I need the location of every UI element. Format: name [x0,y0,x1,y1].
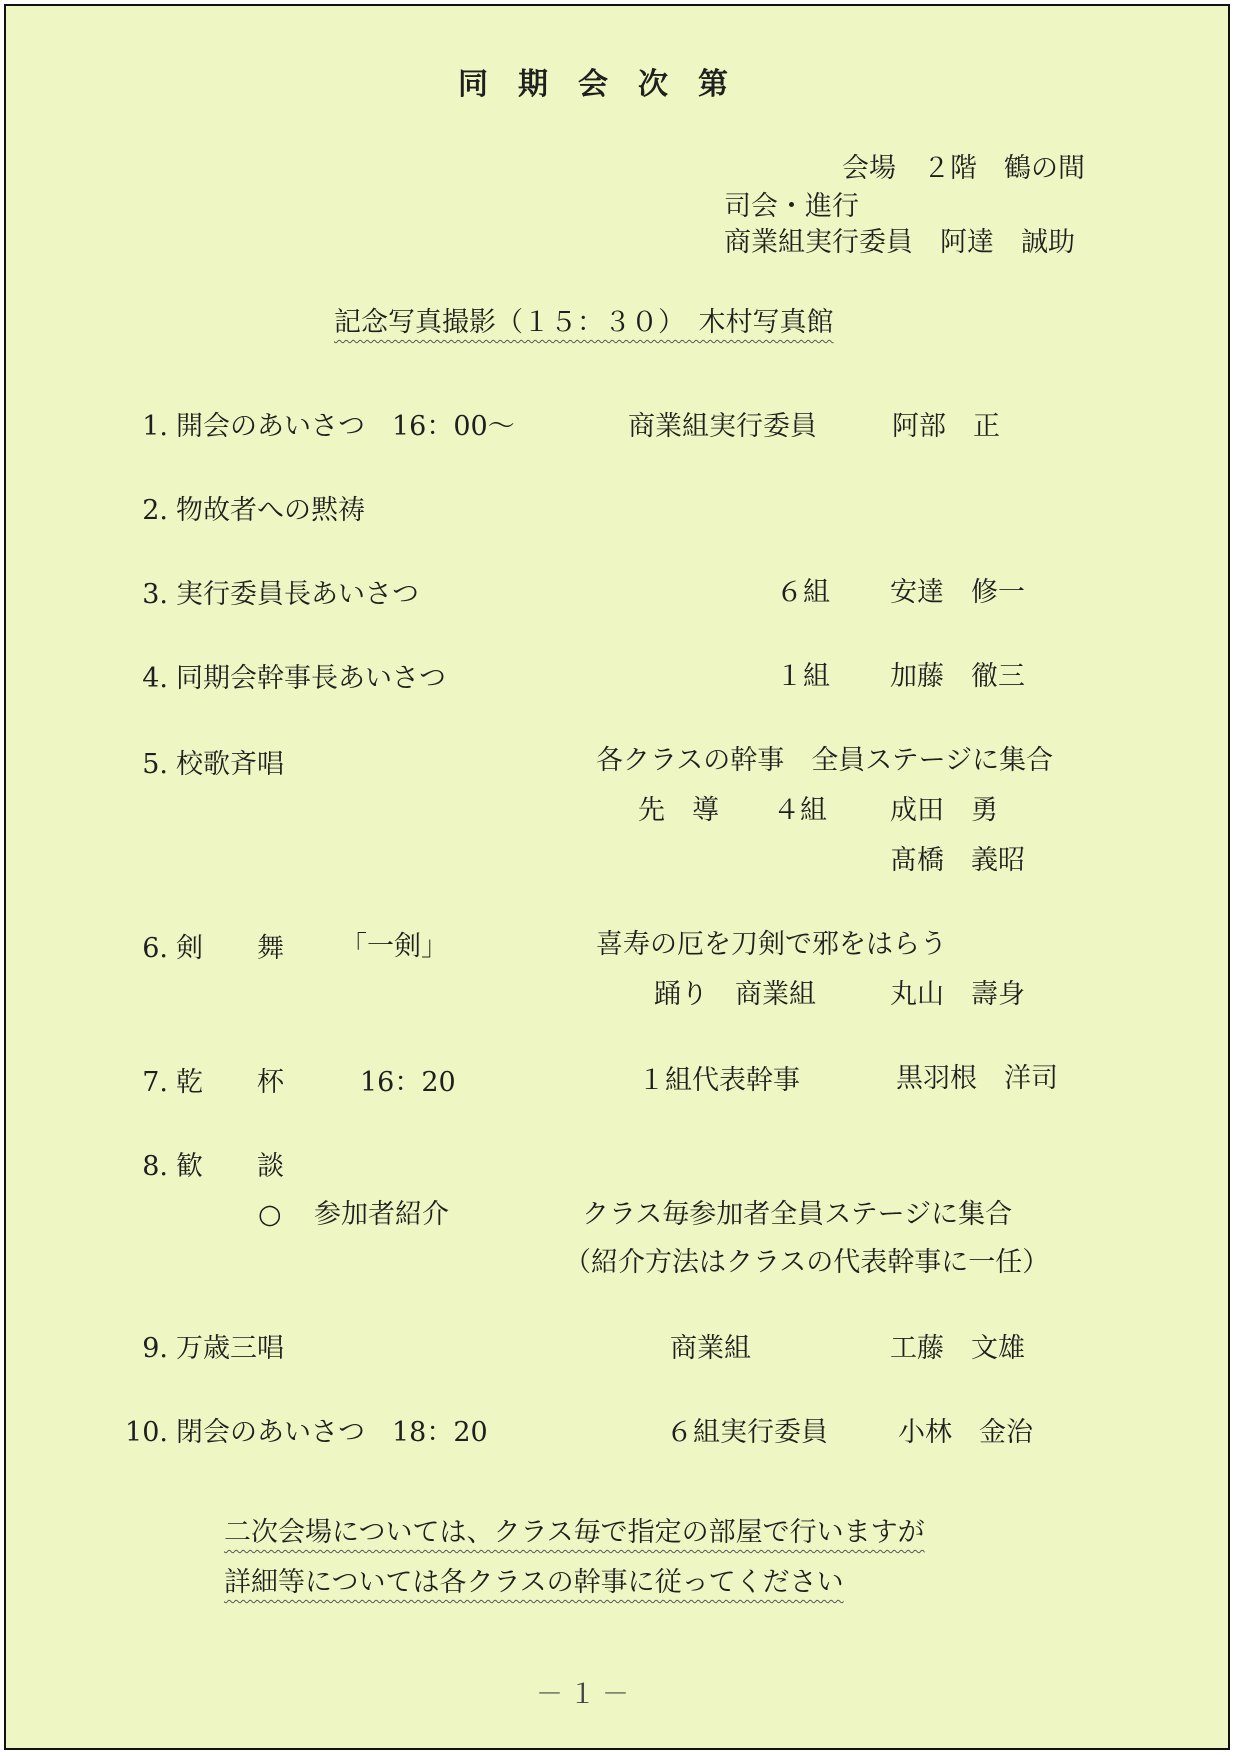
photo-session-line: 記念写真撮影（１５：３０） 木村写真館 [334,307,834,338]
program-item-3 [124,578,419,612]
program-item-10 [108,1416,488,1450]
item-number: 3. [142,579,168,610]
item-title: 万歳三唱 [176,1333,284,1364]
footer-note-line-2: 詳細等については各クラスの幹事に従ってください [224,1567,844,1598]
item-title: 剣 舞 [176,933,284,964]
program-item-6 [124,932,284,966]
item-10-role: ６組実行委員 [666,1417,828,1448]
item-7-name: 黒羽根 洋司 [896,1063,1058,1094]
item-title: 同期会幹事長あいさつ [176,663,446,694]
item-number: 2. [142,495,168,526]
item-number: 1. [142,411,168,442]
item-5-detail: 各クラスの幹事 全員ステージに集合 [596,745,1054,776]
item-3-name: 安達 修一 [890,577,1025,608]
item-1-name: 阿部 正 [892,411,1000,442]
item-8-sub-item: 参加者紹介 [314,1199,449,1230]
item-5-name-2: 髙橋 義昭 [890,845,1025,876]
program-sheet [4,4,1230,1750]
item-10-name: 小林 金治 [898,1417,1033,1448]
item-4-name: 加藤 徹三 [890,661,1025,692]
item-title: 物故者への黙祷 [176,495,365,526]
item-number: 4. [142,663,168,694]
item-number: 8. [142,1151,168,1182]
item-7-time: 16：20 [360,1067,456,1098]
venue-text: 会場 ２階 鶴の間 [842,153,1085,184]
item-title: 実行委員長あいさつ [176,579,419,610]
program-item-4 [124,662,446,696]
item-title: 乾 杯 [176,1067,284,1098]
item-number: 6. [142,933,168,964]
program-item-5 [124,748,284,782]
item-9-name: 工藤 文雄 [890,1333,1025,1364]
item-5-name-1: 成田 勇 [890,795,998,826]
item-6-name: 丸山 壽身 [890,979,1025,1010]
item-title: 歓 談 [176,1151,284,1182]
program-item-7 [124,1066,284,1100]
program-item-9 [124,1332,284,1366]
mc-person: 商業組実行委員 阿達 誠助 [724,227,1075,258]
item-4-role: １組 [776,661,830,692]
item-3-role: ６組 [776,577,830,608]
item-title: 校歌斉唱 [176,749,284,780]
item-6-detail: 喜寿の厄を刀剣で邪をはらう [596,929,947,960]
program-item-2 [124,494,365,528]
page-title: 同期会次第 [458,67,758,102]
item-5-sub-role: 先 導 ４組 [638,795,827,826]
circle-mark: ○ [258,1199,282,1230]
program-item-1 [124,410,515,444]
item-number: 10. [125,1417,168,1448]
program-item-8 [124,1150,284,1184]
item-1-role: 商業組実行委員 [628,411,817,442]
item-title: 閉会のあいさつ 18：20 [176,1417,488,1448]
item-number: 9. [142,1333,168,1364]
item-8-detail: クラス毎参加者全員ステージに集合 [582,1199,1013,1230]
item-6-sub-role: 踊り 商業組 [654,979,816,1010]
item-8-detail-2: （紹介方法はクラスの代表幹事に一任） [564,1247,1050,1278]
item-title: 開会のあいさつ 16：00～ [176,411,515,442]
footer-note-line-1: 二次会場については、クラス毎で指定の部屋で行いますが [224,1517,925,1548]
item-number: 5. [142,749,168,780]
page-number: －１－ [536,1679,635,1710]
item-7-role: １組代表幹事 [638,1065,800,1096]
item-9-role: 商業組 [670,1333,751,1364]
item-number: 7. [142,1067,168,1098]
item-6-quote: 「一剣」 [340,931,448,962]
mc-label: 司会・進行 [724,191,859,222]
